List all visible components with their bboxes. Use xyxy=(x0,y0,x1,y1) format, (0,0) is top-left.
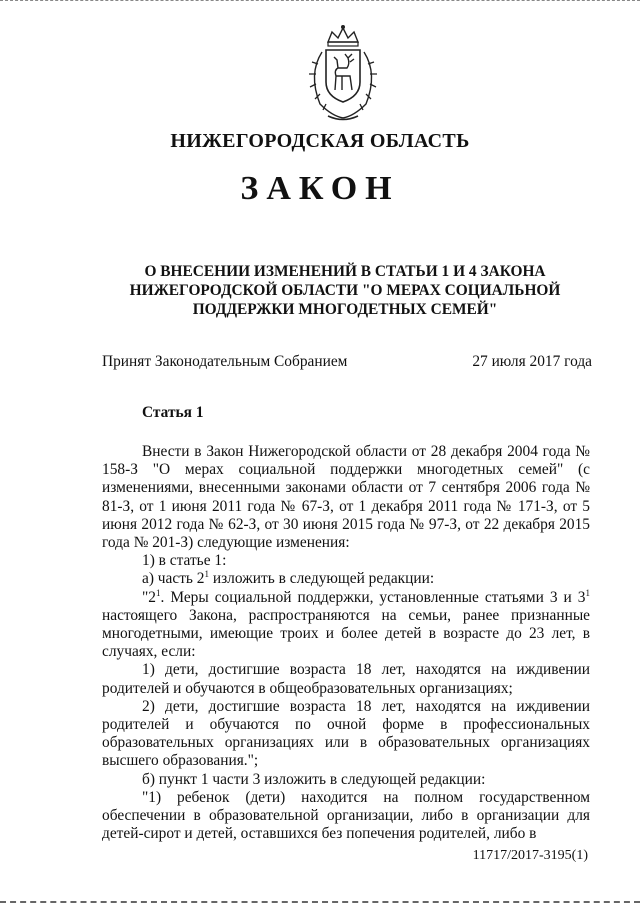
article-body xyxy=(102,443,590,843)
adopted-by-label: Принят Законодательным Собранием xyxy=(102,353,348,370)
document-type-title: ЗАКОН xyxy=(240,170,400,207)
adoption-line xyxy=(102,353,592,371)
body-paragraph: "$2^1$. Меры социальной поддержки, установленные статьями 3 и $3^1$ настоящего Закона, распространяются на семьи, ранее признанные многодетными, имеющие троих и более детей в возрасте до 23 лет, в случаях, если: xyxy=(102,587,590,661)
law-subject-heading: О ВНЕСЕНИИ ИЗМЕНЕНИЙ В СТАТЬИ 1 И 4 ЗАКОНА НИЖЕГОРОДСКОЙ ОБЛАСТИ "О МЕРАХ СОЦИАЛЬНОЙ ПОДДЕРЖКИ МНОГОДЕТНЫХ СЕМЕЙ" xyxy=(129,263,561,318)
scan-edge-bottom xyxy=(0,901,640,906)
adoption-date: 27 июля 2017 года xyxy=(472,353,592,370)
coat-of-arms-emblem xyxy=(298,24,388,124)
region-title: НИЖЕГОРОДСКАЯ ОБЛАСТЬ xyxy=(170,130,470,152)
body-paragraph: 1) в статье 1: xyxy=(142,552,227,570)
body-paragraph: б) пункт 1 части 3 изложить в следующей редакции: xyxy=(142,770,486,788)
body-paragraph: "1) ребенок (дети) находится на полном государственном обеспечении в образовательной организации, либо в организации для детей-сирот и детей, оставшихся без попечения родителей, либо в xyxy=(102,788,590,843)
article-heading: Статья 1 xyxy=(142,404,204,421)
body-paragraph: 2) дети, достигшие возраста 18 лет, находятся на иждивении родителей и обучаются по очной форме в профессиональных образовательных организациях или в образовательных организациях высшего образования."; xyxy=(102,697,590,770)
scan-edge-top xyxy=(0,0,640,4)
body-paragraph: а) часть $2^1$ изложить в следующей редакции: xyxy=(142,569,435,588)
document-number: 11717/2017-3195(1) xyxy=(472,848,588,863)
body-paragraph: 1) дети, достигшие возраста 18 лет, находятся на иждивении родителей и обучаются в общеобразовательных организациях; xyxy=(102,661,590,697)
body-paragraph: Внести в Закон Нижегородской области от 28 декабря 2004 года № 158-З "О мерах социальной поддержки многодетных семей" (с изменениями, внесенными законами области от 7 сентября 2006 года № 81-З, от 1 июня 2011 года № 67-З, от 1 декабря 2011 года № 171-З, от 5 июня 2012 года № 62-З, от 30 июня 2015 года № 97-З, от 22 декабря 2015 года № 201-З) следующие изменения: xyxy=(102,443,590,552)
